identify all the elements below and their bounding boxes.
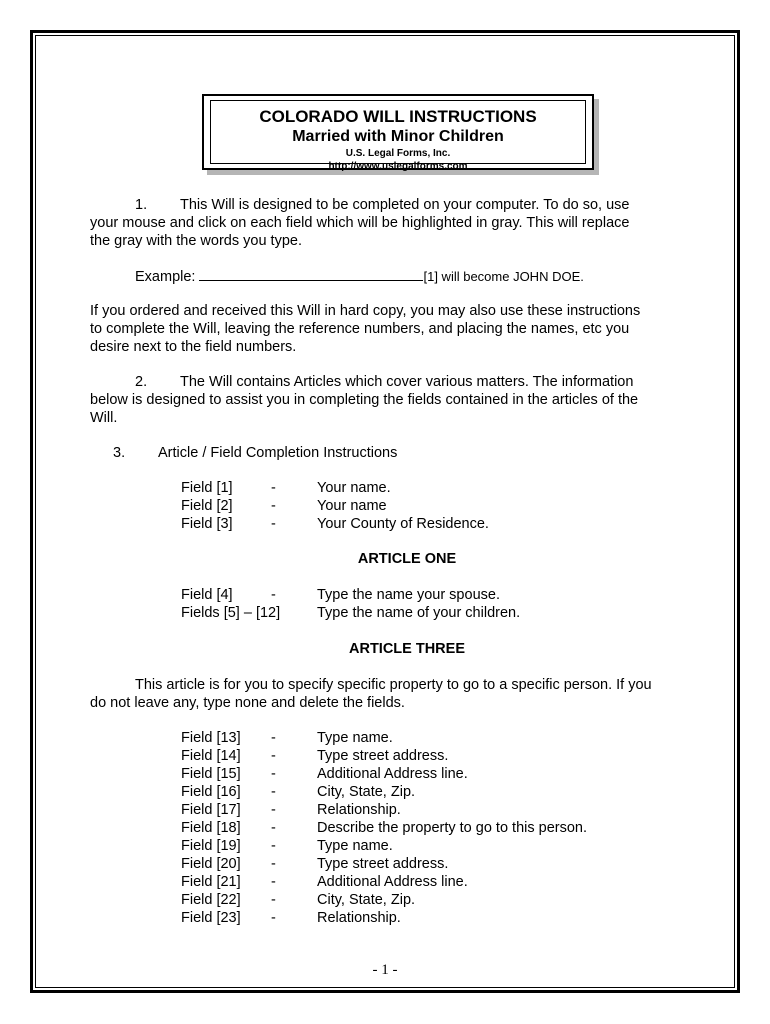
field-label: Field [18] bbox=[181, 820, 241, 836]
company-name: U.S. Legal Forms, Inc. bbox=[345, 148, 451, 159]
field-row bbox=[0, 604, 770, 622]
field-dash: - bbox=[271, 784, 276, 800]
item2-line1: The Will contains Articles which cover various matters. The information bbox=[180, 374, 634, 390]
field-description: Type street address. bbox=[317, 748, 449, 764]
field-dash: - bbox=[271, 480, 276, 496]
field-label: Field [17] bbox=[181, 802, 241, 818]
field-label: Field [13] bbox=[181, 730, 241, 746]
item1-number: 1. bbox=[135, 197, 148, 213]
field-row bbox=[0, 497, 770, 515]
field-row bbox=[0, 891, 770, 909]
field-label: Field [1] bbox=[181, 480, 233, 496]
field-dash: - bbox=[271, 874, 276, 890]
field-row bbox=[0, 855, 770, 873]
field-label: Field [14] bbox=[181, 748, 241, 764]
hardcopy-line3: desire next to the field numbers. bbox=[90, 339, 297, 355]
field-label: Field [19] bbox=[181, 838, 241, 854]
field-label: Field [23] bbox=[181, 910, 241, 926]
field-row bbox=[0, 837, 770, 855]
field-label: Field [3] bbox=[181, 516, 233, 532]
item1-line1: This Will is designed to be completed on your computer. To do so, use bbox=[180, 197, 630, 213]
item1-line3: the gray with the words you type. bbox=[90, 233, 302, 249]
field-label: Field [21] bbox=[181, 874, 241, 890]
field-label: Field [15] bbox=[181, 766, 241, 782]
field-dash: - bbox=[271, 516, 276, 532]
field-dash: - bbox=[271, 802, 276, 818]
article-three-intro-line2: do not leave any, type none and delete the fields. bbox=[90, 695, 405, 711]
item3-number: 3. bbox=[113, 445, 126, 461]
field-description: Your name bbox=[317, 498, 387, 514]
article-three-heading-text: ARTICLE THREE bbox=[349, 641, 465, 657]
field-description: Type street address. bbox=[317, 856, 449, 872]
item3-text: Article / Field Completion Instructions bbox=[158, 445, 398, 461]
field-dash: - bbox=[271, 730, 276, 746]
article-three-heading bbox=[0, 640, 770, 658]
field-row bbox=[0, 515, 770, 533]
field-description: Type the name your spouse. bbox=[317, 587, 500, 603]
field-row bbox=[0, 801, 770, 819]
field-label: Field [2] bbox=[181, 498, 233, 514]
item1-line2: your mouse and click on each field which will be highlighted in gray. This will replace bbox=[90, 215, 630, 231]
field-label: Field [20] bbox=[181, 856, 241, 872]
field-description: Type the name of your children. bbox=[317, 605, 521, 621]
field-dash: - bbox=[271, 910, 276, 926]
document-title: COLORADO WILL INSTRUCTIONS bbox=[259, 107, 537, 126]
field-description: Relationship. bbox=[317, 802, 401, 818]
article-one-heading bbox=[0, 550, 770, 568]
article-three-intro-line1: This article is for you to specify specific property to go to a specific person. If you bbox=[135, 677, 652, 693]
field-row bbox=[0, 747, 770, 765]
example-row bbox=[135, 267, 584, 286]
field-description: Describe the property to go to this person. bbox=[317, 820, 588, 836]
field-label: Field [16] bbox=[181, 784, 241, 800]
field-row bbox=[0, 765, 770, 783]
hardcopy-line2: to complete the Will, leaving the reference numbers, and placing the names, etc you bbox=[90, 321, 630, 337]
title-box-inner bbox=[210, 100, 586, 172]
field-row bbox=[0, 819, 770, 837]
field-dash: - bbox=[271, 820, 276, 836]
field-row bbox=[0, 909, 770, 927]
field-dash: - bbox=[271, 838, 276, 854]
field-dash: - bbox=[271, 856, 276, 872]
field-description: City, State, Zip. bbox=[317, 784, 416, 800]
field-description: City, State, Zip. bbox=[317, 892, 416, 908]
field-row bbox=[0, 873, 770, 891]
title-box bbox=[202, 94, 594, 170]
field-label: Field [22] bbox=[181, 892, 241, 908]
item2-number: 2. bbox=[135, 374, 148, 390]
field-row bbox=[0, 783, 770, 801]
field-description: Your County of Residence. bbox=[317, 516, 489, 532]
field-description: Your name. bbox=[317, 480, 391, 496]
article-one-heading-text: ARTICLE ONE bbox=[357, 551, 457, 567]
field-description: Relationship. bbox=[317, 910, 401, 926]
hardcopy-line1: If you ordered and received this Will in hard copy, you may also use these instructions bbox=[90, 303, 641, 319]
field-row bbox=[0, 479, 770, 497]
field-dash: - bbox=[271, 766, 276, 782]
field-description: Additional Address line. bbox=[317, 874, 468, 890]
field-label: Fields [5] – [12] bbox=[181, 605, 281, 621]
field-description: Additional Address line. bbox=[317, 766, 468, 782]
field-dash: - bbox=[271, 498, 276, 514]
field-row bbox=[0, 729, 770, 747]
example-label: Example: bbox=[135, 269, 196, 285]
company-url[interactable]: http://www.uslegalforms.com bbox=[328, 161, 468, 172]
field-description: Type name. bbox=[317, 838, 393, 854]
example-blank-line bbox=[199, 267, 423, 281]
field-label: Field [4] bbox=[181, 587, 233, 603]
example-suffix: [1] will become JOHN DOE. bbox=[423, 269, 584, 284]
item2-line3: Will. bbox=[90, 410, 118, 426]
field-description: Type name. bbox=[317, 730, 393, 746]
field-dash: - bbox=[271, 892, 276, 908]
field-dash: - bbox=[271, 587, 276, 603]
field-dash: - bbox=[271, 748, 276, 764]
document-subtitle: Married with Minor Children bbox=[292, 128, 504, 145]
item2-line2: below is designed to assist you in completing the fields contained in the articles of the bbox=[90, 392, 639, 408]
page-number: - 1 - bbox=[372, 962, 398, 978]
field-row bbox=[0, 586, 770, 604]
